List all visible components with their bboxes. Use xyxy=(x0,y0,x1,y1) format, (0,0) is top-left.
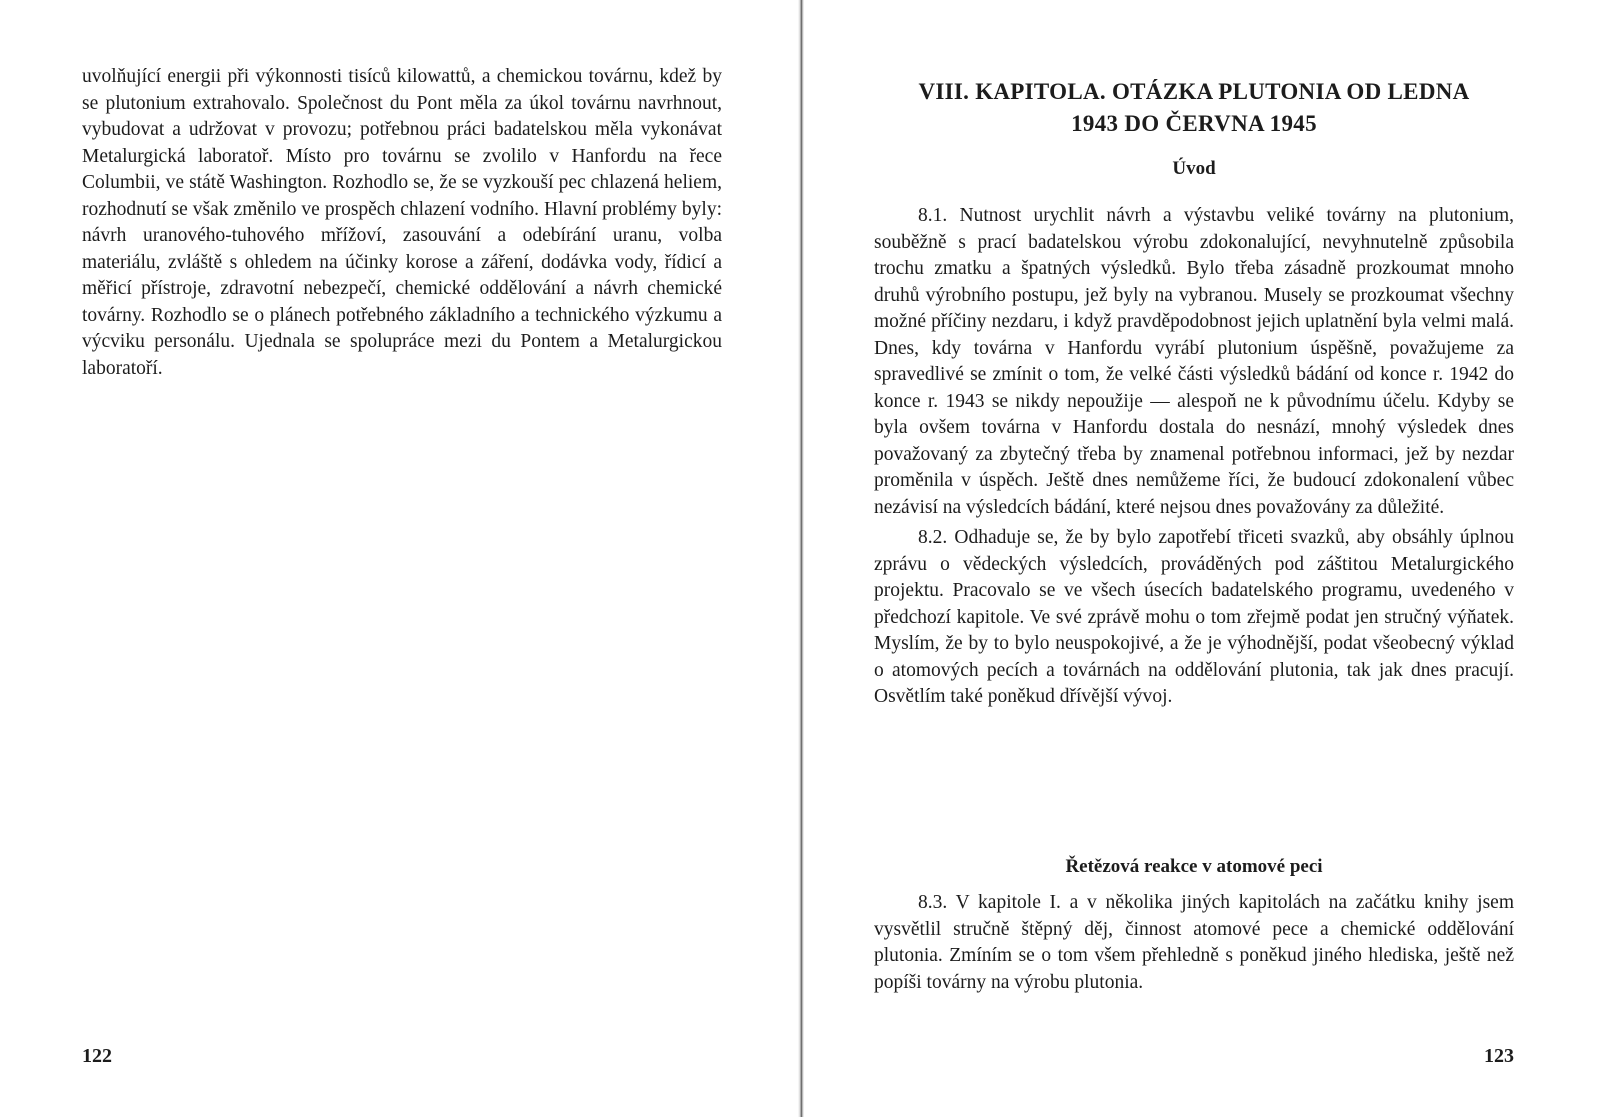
section-heading-uvod: Úvod xyxy=(1172,158,1216,179)
paragraph-8-3: 8.3. V kapitole I. a v několika jiných kapitolách na začátku knihy jsem vysvětlil stručně štěpný děj, činnost atomové pece a chemické oddělování plutonia. Zmíním se o tom všem přehledně s poněkud jiného hlediska, ještě než popíši továrny na výrobu plutonia. xyxy=(874,892,1514,993)
right-page-number: 123 xyxy=(1484,1045,1514,1067)
paragraph-8-1: 8.1. Nutnost urychlit návrh a výstavbu veliké továrny na plutonium, souběžně s prací badatelskou výrobu zdokonalující, nevyhnutelně způsobila trochu zmatku a špatných výsledků. Bylo třeba zásadně prozkoumat mnoho druhů výrobního postupu, jež byly na vybranou. Musely se prozkoumat všechny možné příčiny nezdaru, i když pravděpodobnost jejich uplatnění byla velmi malá. Dnes, kdy továrna v Hanfordu vyrábí plutonium úspěšně, považujeme za spravedlivé se zmínit o tom, že velké části výsledků bádání od konce r. 1942 do konce r. 1943 se nikdy nepoužije — alespoň ne k původnímu účelu. Kdyby se byla ovšem továrna v Hanfordu dostala do nesnází, mnohý výsledek dnes považovaný za zbytečný třeba by znamenal potřebnou informaci, jež by nezdar proměnila v úspěch. Ještě dnes nemůžeme říci, že budoucí zdokonalení vůbec nezávisí na výsledcích bádání, které nejsou dnes považovány za důležité. xyxy=(874,205,1514,518)
left-page-number: 122 xyxy=(82,1045,112,1067)
chapter-title-line-1: VIII. KAPITOLA. OTÁZKA PLUTONIA OD LEDNA xyxy=(918,79,1470,104)
left-page-body xyxy=(82,64,722,382)
chapter-title xyxy=(874,76,1514,140)
section-heading-chain-reaction: Řetězová reakce v atomové peci xyxy=(1065,856,1323,877)
paragraph-8-2: 8.2. Odhaduje se, že by bylo zapotřebí třiceti svazků, aby obsáhly úplnou zprávu o vědeckých výsledcích, prováděných pod záštitou Metalurgického projektu. Pracovalo se ve všech úsecích badatelského programu, uvedeného v předchozí kapitole. Ve své zprávě mohu o tom zřejmě podat jen stručný výňatek. Myslím, že by to bylo neuspokojivé, a že je výhodnější, podat všeobecný výklad o atomových pecích a továrnách na oddělování plutonia, tak jak dnes pracují. Osvětlím také poněkud dřívější vývoj. xyxy=(874,527,1514,707)
section-uvod-body xyxy=(874,203,1514,715)
left-paragraph-1: uvolňující energii při výkonnosti tisíců kilowattů, a chemickou továrnu, kdež by se plutonium extrahovalo. Společnost du Pont měla za úkol továrnu navrhnout, vybudovat a udržovat v provozu; potřebnou práci badatelskou měla vykonávat Metalurgická laboratoř. Místo pro továrnu se zvolilo v Hanfordu na řece Columbii, ve státě Washington. Rozhodlo se, že se vyzkouší pec chlazená heliem, rozhodnutí se však změnilo ve prospěch chlazení vodního. Hlavní problémy byly: návrh uranového-tuhového mřížoví, zasouvání a odebírání uranu, volba materiálu, zvláště s ohledem na účinky korose a záření, dodávka vody, řídicí a měřicí přístroje, zdravotní nebezpečí, chemické oddělování a návrh chemické továrny. Rozhodlo se o plánech potřebného základního a technického výzkumu a výcviku personálu. Ujednala se spolupráce mezi du Pontem a Metalurgickou laboratoří. xyxy=(82,66,722,379)
section-chain-reaction-body xyxy=(874,890,1514,1000)
right-page xyxy=(804,0,1600,1117)
left-page xyxy=(0,0,798,1117)
chapter-title-line-2: 1943 DO ČERVNA 1945 xyxy=(1071,111,1317,136)
